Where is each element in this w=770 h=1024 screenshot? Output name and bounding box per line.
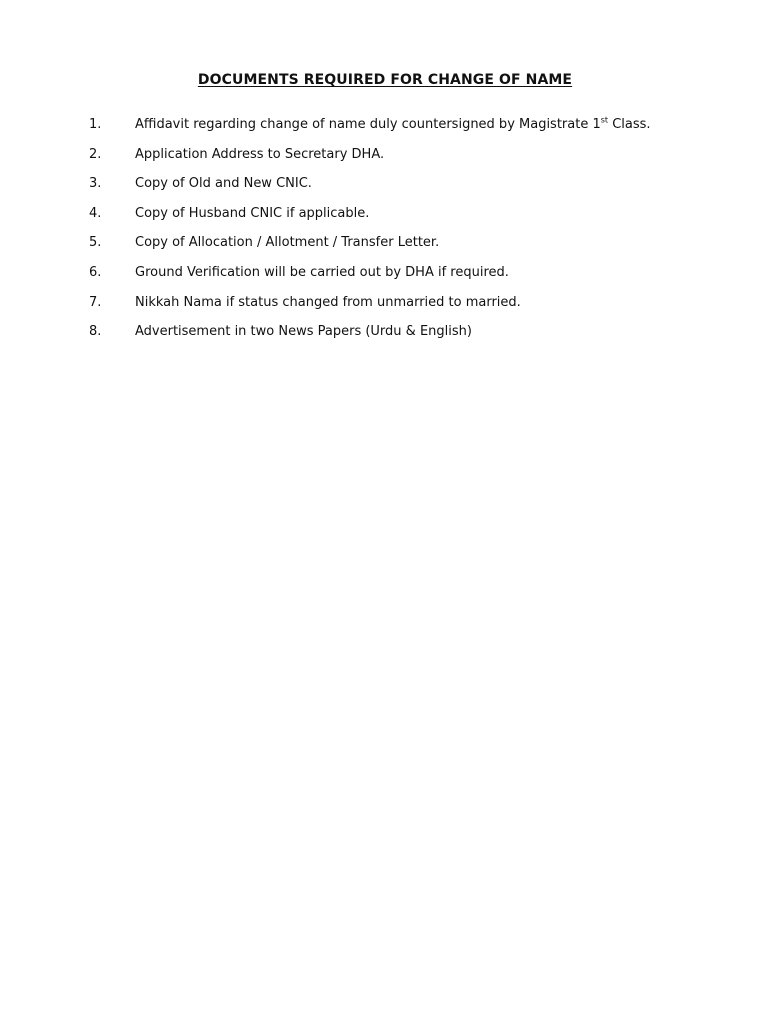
item-text-suffix: Class. [608,117,651,132]
item-number: 8. [89,324,102,340]
item-text [135,116,651,134]
list-item [0,234,770,264]
item-number: 4. [89,205,102,221]
item-text: Copy of Old and New CNIC. [135,176,312,192]
item-number: 1. [89,117,102,132]
list-item [0,264,770,294]
document-title: DOCUMENTS REQUIRED FOR CHANGE OF NAME [197,72,573,88]
item-text: Advertisement in two News Papers (Urdu & English) [135,324,472,340]
item-number: 5. [89,235,102,251]
list-item [0,146,770,176]
item-number: 6. [89,264,102,280]
list-item [0,116,770,146]
list-item [0,205,770,235]
item-text-main: Affidavit regarding change of name duly countersigned by Magistrate 1 [135,117,601,132]
ordinal-suffix: st [600,115,609,125]
requirements-list [0,116,770,353]
item-text: Application Address to Secretary DHA. [135,146,385,162]
item-text: Ground Verification will be carried out by DHA if required. [135,264,509,280]
item-text: Copy of Husband CNIC if applicable. [135,205,370,221]
list-item [0,175,770,205]
item-number: 7. [89,294,102,310]
item-number: 3. [89,176,102,192]
list-item [0,323,770,353]
item-text: Copy of Allocation / Allotment / Transfer Letter. [135,235,440,251]
item-number: 2. [89,146,102,162]
list-item [0,294,770,324]
item-text: Nikkah Nama if status changed from unmarried to married. [135,294,521,310]
